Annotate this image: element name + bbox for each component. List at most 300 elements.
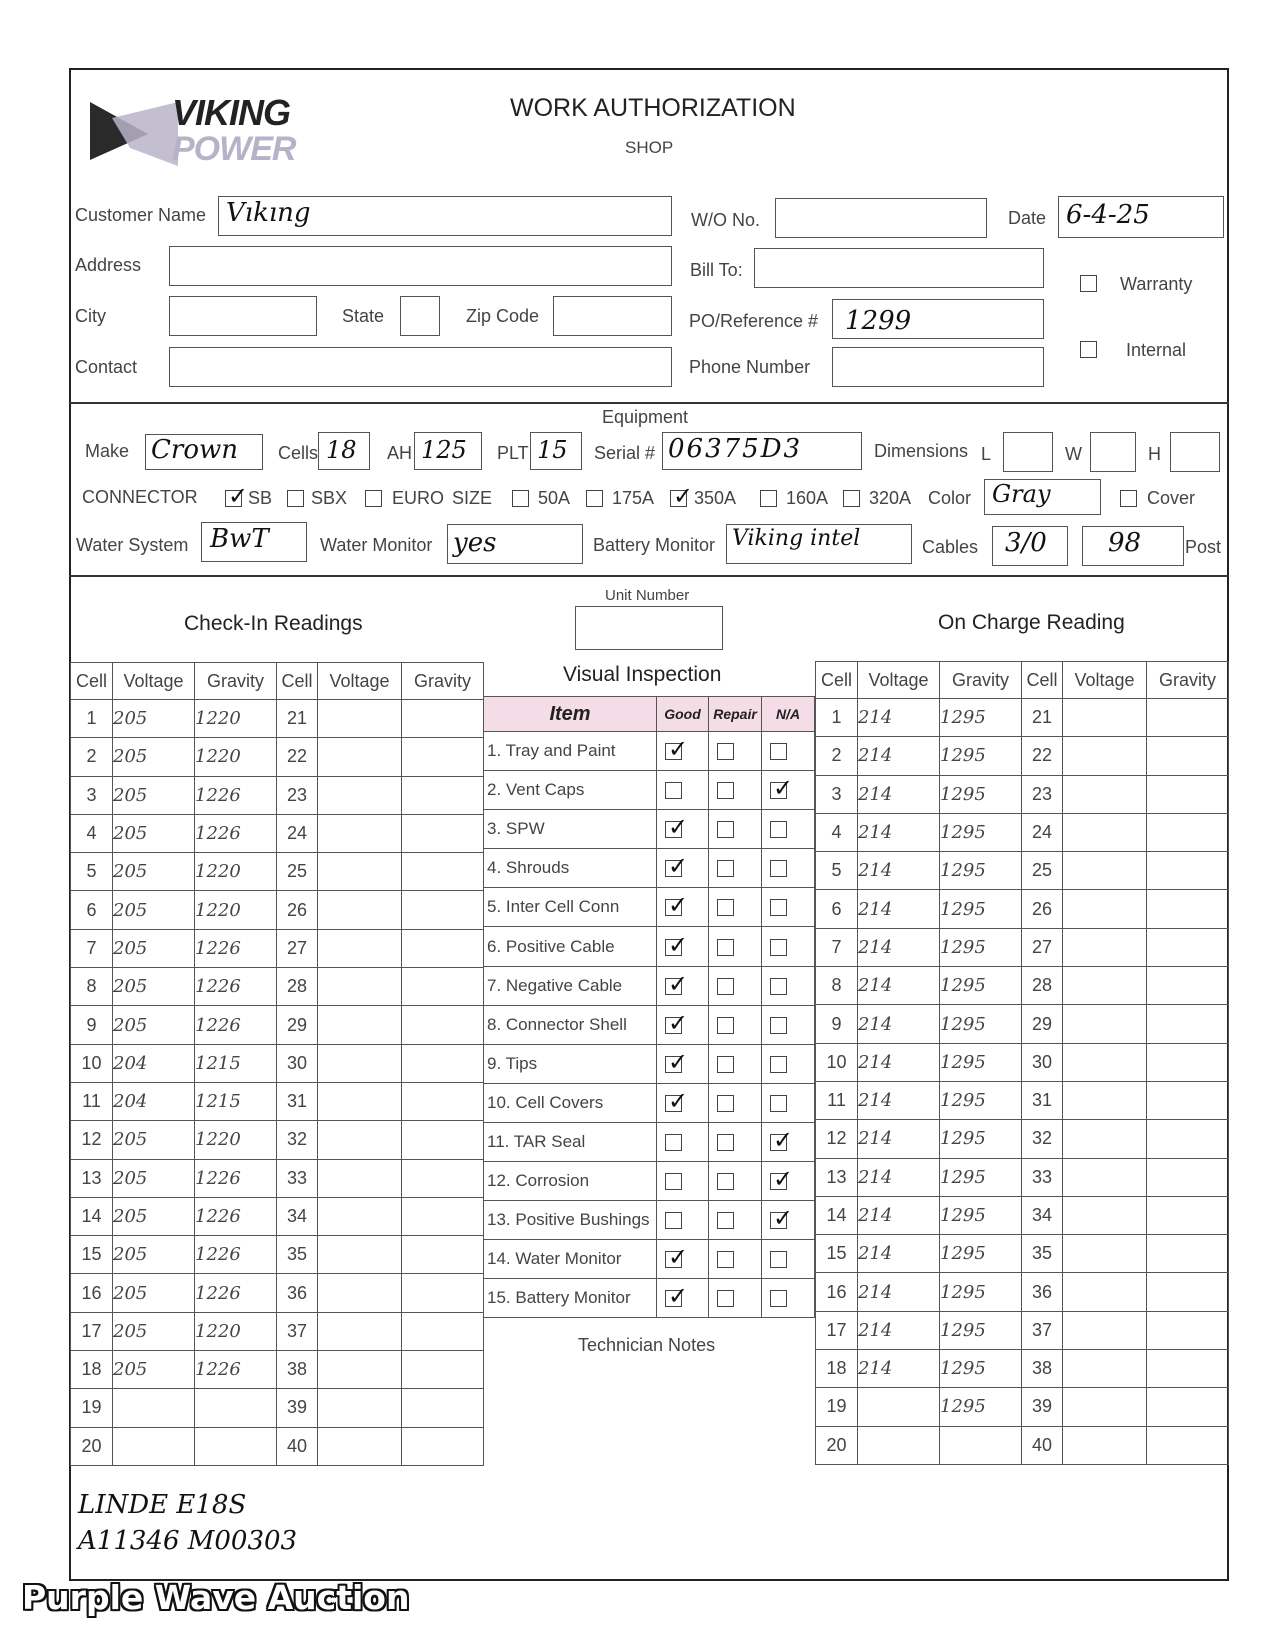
repair-checkbox[interactable]	[717, 743, 734, 760]
voltage-cell[interactable]: 205	[113, 1274, 195, 1312]
gravity-cell[interactable]	[402, 700, 484, 738]
50a-checkbox[interactable]	[512, 490, 529, 507]
voltage-cell[interactable]: 214	[858, 1235, 940, 1273]
connector-label: CONNECTOR	[82, 487, 198, 507]
good-checkbox[interactable]	[665, 860, 682, 877]
voltage-cell[interactable]: 214	[858, 775, 940, 813]
voltage-cell[interactable]	[1063, 737, 1147, 775]
cell-number: 6	[816, 890, 858, 928]
dimension-h-field[interactable]	[1170, 432, 1220, 472]
voltage-cell[interactable]	[1063, 1273, 1147, 1311]
gravity-cell[interactable]	[402, 1351, 484, 1389]
warranty-checkbox[interactable]	[1080, 275, 1097, 292]
gravity-cell[interactable]	[1147, 1196, 1229, 1234]
gravity-cell[interactable]	[402, 1159, 484, 1197]
voltage-cell[interactable]: 214	[858, 1273, 940, 1311]
plt-value: 15	[537, 436, 568, 464]
gravity-cell[interactable]: 1295	[940, 928, 1022, 966]
voltage-cell[interactable]: 214	[858, 1043, 940, 1081]
cell-number: 6	[71, 891, 113, 929]
voltage-cell[interactable]	[318, 968, 402, 1006]
page-subtitle: SHOP	[625, 138, 674, 157]
gravity-cell[interactable]	[402, 1312, 484, 1350]
notes-line-1: LINDE E18S	[78, 1490, 247, 1520]
voltage-cell[interactable]: 205	[113, 738, 195, 776]
voltage-cell[interactable]: 205	[113, 776, 195, 814]
na-checkbox[interactable]	[770, 1290, 787, 1307]
gravity-cell[interactable]: 1295	[940, 1350, 1022, 1388]
gravity-cell[interactable]: 1215	[195, 1082, 277, 1120]
voltage-cell[interactable]: 205	[113, 1312, 195, 1350]
gravity-cell[interactable]: 1226	[195, 929, 277, 967]
voltage-cell[interactable]	[318, 1351, 402, 1389]
gravity-cell[interactable]	[402, 891, 484, 929]
gravity-cell[interactable]	[1147, 1426, 1229, 1464]
na-checkbox[interactable]	[770, 821, 787, 838]
voltage-cell[interactable]	[318, 1159, 402, 1197]
repair-checkbox[interactable]	[717, 860, 734, 877]
voltage-cell[interactable]	[318, 1427, 402, 1465]
good-checkbox[interactable]	[665, 1290, 682, 1307]
na-checkbox[interactable]	[770, 899, 787, 916]
contact-label: Contact	[75, 357, 138, 377]
repair-cell	[709, 1201, 762, 1240]
gravity-cell[interactable]	[402, 1274, 484, 1312]
repair-cell	[709, 888, 762, 927]
voltage-cell[interactable]	[318, 1197, 402, 1235]
cell-number: 39	[1022, 1388, 1063, 1426]
repair-cell	[709, 927, 762, 966]
serial-value: 06375D3	[668, 434, 803, 464]
cell-number: 27	[277, 929, 318, 967]
350a-checkbox[interactable]	[670, 490, 687, 507]
inspection-item-label: 10. Cell Covers	[484, 1083, 657, 1122]
gravity-cell[interactable]: 1295	[940, 1311, 1022, 1349]
sbx-checkbox[interactable]	[287, 490, 304, 507]
repair-cell	[709, 1083, 762, 1122]
gravity-cell[interactable]	[402, 738, 484, 776]
post-label: Post	[1185, 537, 1222, 557]
gravity-cell[interactable]: 1295	[940, 890, 1022, 928]
gravity-cell[interactable]: 1226	[195, 1159, 277, 1197]
sb-checkbox[interactable]	[225, 490, 242, 507]
repair-cell	[709, 1162, 762, 1201]
voltage-cell[interactable]	[113, 1389, 195, 1427]
table-row	[816, 928, 1229, 966]
voltage-cell[interactable]	[1063, 967, 1147, 1005]
gravity-cell[interactable]	[402, 1121, 484, 1159]
175a-checkbox[interactable]	[586, 490, 603, 507]
internal-checkbox[interactable]	[1080, 341, 1097, 358]
voltage-cell[interactable]	[1063, 1311, 1147, 1349]
repair-checkbox[interactable]	[717, 1056, 734, 1073]
50a-label: 50A	[538, 488, 571, 508]
voltage-cell[interactable]: 205	[113, 1121, 195, 1159]
voltage-cell[interactable]: 204	[113, 1082, 195, 1120]
voltage-cell[interactable]	[318, 929, 402, 967]
gravity-cell[interactable]: 1295	[940, 1005, 1022, 1043]
voltage-cell[interactable]	[1063, 1235, 1147, 1273]
inspection-row	[484, 1122, 815, 1161]
gravity-cell[interactable]	[402, 929, 484, 967]
gravity-cell[interactable]: 1295	[940, 699, 1022, 737]
table-row	[71, 776, 484, 814]
bill-to-label: Bill To:	[690, 260, 743, 280]
na-checkbox[interactable]	[770, 1056, 787, 1073]
na-checkbox[interactable]	[770, 782, 787, 799]
voltage-cell[interactable]: 214	[858, 967, 940, 1005]
inspection-item-label: 12. Corrosion	[484, 1162, 657, 1201]
gravity-cell[interactable]	[1147, 1388, 1229, 1426]
table-row	[816, 890, 1229, 928]
na-checkbox[interactable]	[770, 743, 787, 760]
gravity-cell[interactable]	[1147, 852, 1229, 890]
gravity-cell[interactable]	[1147, 813, 1229, 851]
cell-number: 18	[71, 1351, 113, 1389]
gravity-cell[interactable]	[402, 1006, 484, 1044]
size-label: SIZE	[452, 488, 493, 508]
good-checkbox[interactable]	[665, 1056, 682, 1073]
gravity-cell[interactable]	[940, 1426, 1022, 1464]
gravity-cell[interactable]: 1295	[940, 1081, 1022, 1119]
voltage-cell[interactable]: 205	[113, 853, 195, 891]
gravity-cell[interactable]	[402, 1389, 484, 1427]
gravity-cell[interactable]: 1295	[940, 737, 1022, 775]
gravity-cell[interactable]	[1147, 1043, 1229, 1081]
cell-number: 15	[816, 1235, 858, 1273]
column-header: Voltage	[113, 663, 195, 700]
voltage-cell[interactable]	[318, 738, 402, 776]
160a-checkbox[interactable]	[760, 490, 777, 507]
good-checkbox[interactable]	[665, 899, 682, 916]
voltage-cell[interactable]	[1063, 1120, 1147, 1158]
gravity-cell[interactable]	[1147, 737, 1229, 775]
cell-number: 17	[816, 1311, 858, 1349]
state-label: State	[342, 306, 385, 326]
oncharge-title: On Charge Reading	[938, 611, 1125, 634]
gravity-cell[interactable]: 1295	[940, 1196, 1022, 1234]
gravity-cell[interactable]	[1147, 699, 1229, 737]
voltage-cell[interactable]: 204	[113, 1044, 195, 1082]
phone-number-field[interactable]	[832, 347, 1044, 387]
repair-checkbox[interactable]	[717, 939, 734, 956]
gravity-cell[interactable]: 1295	[940, 1158, 1022, 1196]
inspection-item-label: 4. Shrouds	[484, 849, 657, 888]
gravity-cell[interactable]	[1147, 775, 1229, 813]
gravity-cell[interactable]	[402, 1044, 484, 1082]
gravity-cell[interactable]: 1295	[940, 1235, 1022, 1273]
gravity-cell[interactable]	[402, 1427, 484, 1465]
voltage-cell[interactable]: 214	[858, 737, 940, 775]
repair-checkbox[interactable]	[717, 782, 734, 799]
na-cell	[762, 1044, 815, 1083]
contact-field[interactable]	[169, 347, 672, 387]
logo-text-viking: VIKING	[172, 92, 291, 133]
voltage-cell[interactable]	[318, 853, 402, 891]
voltage-cell[interactable]: 214	[858, 1158, 940, 1196]
gravity-cell[interactable]: 1226	[195, 1236, 277, 1274]
gravity-cell[interactable]: 1220	[195, 1312, 277, 1350]
voltage-cell[interactable]	[1063, 1043, 1147, 1081]
cell-number: 13	[71, 1159, 113, 1197]
voltage-cell[interactable]	[1063, 852, 1147, 890]
voltage-cell[interactable]	[1063, 1388, 1147, 1426]
gravity-cell[interactable]	[1147, 1158, 1229, 1196]
gravity-cell[interactable]: 1295	[940, 967, 1022, 1005]
voltage-cell[interactable]	[1063, 890, 1147, 928]
gravity-cell[interactable]: 1215	[195, 1044, 277, 1082]
good-cell	[657, 732, 709, 771]
voltage-cell[interactable]: 214	[858, 1350, 940, 1388]
good-checkbox[interactable]	[665, 1173, 682, 1190]
voltage-cell[interactable]	[318, 776, 402, 814]
repair-checkbox[interactable]	[717, 1290, 734, 1307]
good-checkbox[interactable]	[665, 939, 682, 956]
gravity-cell[interactable]	[195, 1389, 277, 1427]
voltage-cell[interactable]	[318, 700, 402, 738]
voltage-cell[interactable]: 205	[113, 929, 195, 967]
inspection-item-label: 3. SPW	[484, 810, 657, 849]
na-checkbox[interactable]	[770, 939, 787, 956]
wo-number-field[interactable]	[775, 198, 987, 238]
voltage-cell[interactable]	[318, 1006, 402, 1044]
inspection-row	[484, 1201, 815, 1240]
repair-checkbox[interactable]	[717, 1173, 734, 1190]
good-checkbox[interactable]	[665, 782, 682, 799]
voltage-cell[interactable]	[1063, 1350, 1147, 1388]
gravity-cell[interactable]	[1147, 890, 1229, 928]
cell-number: 21	[277, 700, 318, 738]
unit-number-label: Unit Number	[605, 587, 690, 604]
gravity-cell[interactable]	[402, 1082, 484, 1120]
good-checkbox[interactable]	[665, 1212, 682, 1229]
voltage-cell[interactable]	[1063, 1158, 1147, 1196]
repair-checkbox[interactable]	[717, 1134, 734, 1151]
gravity-cell[interactable]: 1295	[940, 1273, 1022, 1311]
na-checkbox[interactable]	[770, 1017, 787, 1034]
voltage-cell[interactable]: 205	[113, 1236, 195, 1274]
cables-value: 3/0	[1005, 528, 1047, 558]
gravity-cell[interactable]	[1147, 1273, 1229, 1311]
cell-number: 7	[816, 928, 858, 966]
gravity-cell[interactable]: 1226	[195, 1006, 277, 1044]
voltage-cell[interactable]	[318, 891, 402, 929]
na-checkbox[interactable]	[770, 978, 787, 995]
repair-checkbox[interactable]	[717, 821, 734, 838]
battery-monitor-label: Battery Monitor	[593, 535, 716, 555]
table-row	[71, 929, 484, 967]
cell-number: 7	[71, 929, 113, 967]
gravity-cell[interactable]	[1147, 1350, 1229, 1388]
voltage-cell[interactable]	[318, 1312, 402, 1350]
section-divider	[69, 402, 1229, 404]
voltage-cell[interactable]: 214	[858, 928, 940, 966]
inspection-row	[484, 1240, 815, 1279]
voltage-cell[interactable]: 214	[858, 1120, 940, 1158]
voltage-cell[interactable]	[1063, 1196, 1147, 1234]
gravity-cell[interactable]: 1295	[940, 1043, 1022, 1081]
good-checkbox[interactable]	[665, 1017, 682, 1034]
gravity-cell[interactable]	[402, 1236, 484, 1274]
320a-checkbox[interactable]	[843, 490, 860, 507]
gravity-cell[interactable]: 1220	[195, 891, 277, 929]
good-checkbox[interactable]	[665, 1095, 682, 1112]
gravity-cell[interactable]	[402, 968, 484, 1006]
voltage-cell[interactable]: 205	[113, 1006, 195, 1044]
table-header-row	[816, 662, 1229, 699]
gravity-cell[interactable]: 1295	[940, 1388, 1022, 1426]
gravity-cell[interactable]: 1226	[195, 1274, 277, 1312]
cell-number: 32	[1022, 1120, 1063, 1158]
voltage-cell[interactable]	[1063, 1005, 1147, 1043]
repair-checkbox[interactable]	[717, 1251, 734, 1268]
gravity-cell[interactable]: 1295	[940, 775, 1022, 813]
cell-number: 12	[816, 1120, 858, 1158]
zip-code-field[interactable]	[553, 296, 672, 336]
voltage-cell[interactable]	[318, 1274, 402, 1312]
na-checkbox[interactable]	[770, 1095, 787, 1112]
good-checkbox[interactable]	[665, 978, 682, 995]
city-field[interactable]	[169, 296, 317, 336]
gravity-cell[interactable]: 1226	[195, 968, 277, 1006]
table-row	[71, 1159, 484, 1197]
voltage-cell[interactable]: 205	[113, 891, 195, 929]
dimension-l-field[interactable]	[1003, 432, 1053, 472]
table-row	[71, 1427, 484, 1465]
bill-to-field[interactable]	[754, 248, 1044, 288]
internal-label: Internal	[1126, 340, 1187, 360]
voltage-cell[interactable]	[1063, 928, 1147, 966]
gravity-cell[interactable]: 1295	[940, 852, 1022, 890]
voltage-cell[interactable]	[1063, 1426, 1147, 1464]
good-checkbox[interactable]	[665, 743, 682, 760]
gravity-cell[interactable]	[1147, 967, 1229, 1005]
unit-number-field[interactable]	[575, 606, 723, 650]
voltage-cell[interactable]	[318, 814, 402, 852]
good-checkbox[interactable]	[665, 1251, 682, 1268]
checkin-title: Check-In Readings	[184, 612, 363, 635]
na-checkbox[interactable]	[770, 1134, 787, 1151]
good-cell	[657, 1044, 709, 1083]
cell-number: 16	[816, 1273, 858, 1311]
gravity-cell[interactable]	[402, 853, 484, 891]
address-field[interactable]	[169, 246, 672, 286]
repair-checkbox[interactable]	[717, 1017, 734, 1034]
voltage-cell[interactable]	[858, 1388, 940, 1426]
voltage-cell[interactable]: 205	[113, 814, 195, 852]
cells-value: 18	[326, 436, 357, 464]
cell-number: 31	[1022, 1081, 1063, 1119]
gravity-cell[interactable]	[1147, 1081, 1229, 1119]
gravity-cell[interactable]	[1147, 1005, 1229, 1043]
gravity-cell[interactable]	[402, 814, 484, 852]
na-cell	[762, 1122, 815, 1161]
voltage-cell[interactable]: 205	[113, 1197, 195, 1235]
cell-number: 8	[71, 968, 113, 1006]
cell-number: 4	[71, 814, 113, 852]
voltage-cell[interactable]	[113, 1427, 195, 1465]
dimension-w-field[interactable]	[1090, 432, 1136, 472]
table-row	[71, 891, 484, 929]
voltage-cell[interactable]: 214	[858, 890, 940, 928]
gravity-cell[interactable]: 1220	[195, 853, 277, 891]
inspection-item-label: 9. Tips	[484, 1044, 657, 1083]
repair-cell	[709, 771, 762, 810]
voltage-cell[interactable]: 205	[113, 700, 195, 738]
repair-cell	[709, 732, 762, 771]
table-row	[71, 853, 484, 891]
voltage-cell[interactable]: 214	[858, 1311, 940, 1349]
na-checkbox[interactable]	[770, 1251, 787, 1268]
repair-checkbox[interactable]	[717, 978, 734, 995]
cell-number: 38	[1022, 1350, 1063, 1388]
voltage-cell[interactable]	[1063, 699, 1147, 737]
gravity-cell[interactable]	[1147, 1120, 1229, 1158]
cover-checkbox[interactable]	[1120, 490, 1137, 507]
voltage-cell[interactable]: 205	[113, 1159, 195, 1197]
gravity-cell[interactable]	[1147, 928, 1229, 966]
euro-checkbox[interactable]	[365, 490, 382, 507]
gravity-cell[interactable]	[1147, 1311, 1229, 1349]
voltage-cell[interactable]: 214	[858, 699, 940, 737]
na-checkbox[interactable]	[770, 1212, 787, 1229]
good-checkbox[interactable]	[665, 1134, 682, 1151]
voltage-cell[interactable]	[318, 1236, 402, 1274]
viking-power-logo-icon	[90, 100, 180, 166]
voltage-cell[interactable]: 214	[858, 1081, 940, 1119]
repair-checkbox[interactable]	[717, 1212, 734, 1229]
voltage-cell[interactable]	[1063, 1081, 1147, 1119]
gravity-cell[interactable]: 1220	[195, 738, 277, 776]
gravity-cell[interactable]: 1226	[195, 814, 277, 852]
table-row	[71, 1197, 484, 1235]
gravity-cell[interactable]	[195, 1427, 277, 1465]
voltage-cell[interactable]: 214	[858, 1196, 940, 1234]
gravity-cell[interactable]: 1226	[195, 776, 277, 814]
cell-number: 13	[816, 1158, 858, 1196]
voltage-cell[interactable]: 205	[113, 968, 195, 1006]
gravity-cell[interactable]: 1295	[940, 813, 1022, 851]
gravity-cell[interactable]: 1220	[195, 700, 277, 738]
na-checkbox[interactable]	[770, 860, 787, 877]
gravity-cell[interactable]: 1220	[195, 1121, 277, 1159]
table-row	[816, 1311, 1229, 1349]
gravity-cell[interactable]	[402, 776, 484, 814]
voltage-cell[interactable]	[318, 1389, 402, 1427]
good-checkbox[interactable]	[665, 821, 682, 838]
state-field[interactable]	[400, 296, 440, 336]
voltage-cell[interactable]	[318, 1121, 402, 1159]
voltage-cell[interactable]	[1063, 775, 1147, 813]
water-system-label: Water System	[76, 535, 189, 555]
voltage-cell[interactable]: 214	[858, 852, 940, 890]
voltage-cell[interactable]	[318, 1044, 402, 1082]
voltage-cell[interactable]	[858, 1426, 940, 1464]
voltage-cell[interactable]: 214	[858, 813, 940, 851]
gravity-cell[interactable]: 1295	[940, 1120, 1022, 1158]
voltage-cell[interactable]: 205	[113, 1351, 195, 1389]
voltage-cell[interactable]: 214	[858, 1005, 940, 1043]
gravity-cell[interactable]	[1147, 1235, 1229, 1273]
voltage-cell[interactable]	[1063, 813, 1147, 851]
gravity-cell[interactable]	[402, 1197, 484, 1235]
na-checkbox[interactable]	[770, 1173, 787, 1190]
gravity-cell[interactable]: 1226	[195, 1351, 277, 1389]
repair-checkbox[interactable]	[717, 899, 734, 916]
repair-checkbox[interactable]	[717, 1095, 734, 1112]
gravity-cell[interactable]: 1226	[195, 1197, 277, 1235]
voltage-cell[interactable]	[318, 1082, 402, 1120]
